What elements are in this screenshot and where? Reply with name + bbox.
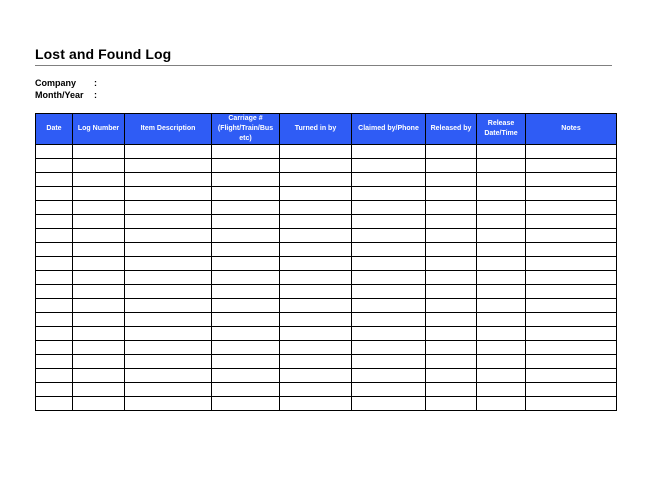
table-cell [477,257,526,271]
table-cell [36,313,73,327]
table-cell [352,327,426,341]
table-cell [426,229,477,243]
table-cell [212,383,280,397]
table-cell [280,341,352,355]
table-cell [477,397,526,411]
table-cell [36,201,73,215]
table-cell [212,397,280,411]
table-cell [36,327,73,341]
table-row [36,369,617,383]
table-cell [73,285,125,299]
table-cell [426,257,477,271]
table-cell [526,313,617,327]
table-cell [212,173,280,187]
table-cell [73,243,125,257]
table-cell [526,145,617,159]
lost-and-found-table [35,113,617,411]
table-cell [125,243,212,257]
table-cell [36,299,73,313]
table-cell [73,383,125,397]
company-label: Company [35,78,77,88]
table-cell [36,229,73,243]
table-cell [477,369,526,383]
table-cell [212,215,280,229]
table-cell [125,327,212,341]
table-row [36,383,617,397]
table-cell [352,369,426,383]
table-cell [73,369,125,383]
table-row [36,327,617,341]
table-row [36,229,617,243]
table-cell [36,145,73,159]
table-cell [73,201,125,215]
table-cell [125,369,212,383]
table-row [36,341,617,355]
table-cell [212,159,280,173]
table-cell [526,229,617,243]
table-cell [526,341,617,355]
table-cell [426,383,477,397]
table-cell [212,327,280,341]
table-cell [36,369,73,383]
table-cell [426,355,477,369]
table-cell [426,159,477,173]
table-cell [426,369,477,383]
table-cell [125,355,212,369]
table-cell [477,383,526,397]
table-cell [280,159,352,173]
column-header-released-by: Released by [426,114,477,145]
table-row [36,201,617,215]
table-cell [212,229,280,243]
table-cell [352,397,426,411]
table-cell [477,145,526,159]
table-cell [477,327,526,341]
table-cell [36,215,73,229]
table-cell [212,145,280,159]
table-cell [280,299,352,313]
table-cell [426,145,477,159]
table-cell [352,313,426,327]
table-cell [212,201,280,215]
table-cell [36,383,73,397]
table-cell [73,257,125,271]
table-row [36,159,617,173]
table-cell [352,145,426,159]
table-cell [526,243,617,257]
table-cell [477,355,526,369]
table-cell [125,271,212,285]
table-cell [73,355,125,369]
month-year-label: Month/Year [35,90,84,100]
table-cell [73,187,125,201]
table-cell [526,299,617,313]
table-cell [426,215,477,229]
table-row [36,215,617,229]
table-cell [477,159,526,173]
table-row [36,145,617,159]
table-cell [280,383,352,397]
table-cell [426,299,477,313]
table-cell [526,369,617,383]
table-cell [352,257,426,271]
column-header-turned-in-by: Turned in by [280,114,352,145]
table-cell [526,327,617,341]
table-cell [477,201,526,215]
table-cell [426,271,477,285]
table-row [36,243,617,257]
table-cell [212,243,280,257]
table-cell [280,271,352,285]
table-cell [477,299,526,313]
table-cell [73,327,125,341]
table-cell [352,173,426,187]
table-cell [426,397,477,411]
table-cell [526,257,617,271]
table-cell [280,201,352,215]
table-cell [477,187,526,201]
table-cell [477,243,526,257]
table-cell [426,243,477,257]
table-row [36,313,617,327]
table-cell [125,313,212,327]
title-underline [35,65,612,66]
table-cell [212,355,280,369]
table-cell [477,341,526,355]
table-body [36,145,617,411]
table-cell [477,173,526,187]
table-cell [352,355,426,369]
company-colon: : [94,78,97,88]
table-cell [477,285,526,299]
table-cell [36,257,73,271]
column-header-carriage: Carriage # (Flight/Train/Bus etc) [212,114,280,145]
table-cell [73,173,125,187]
table-cell [36,187,73,201]
table-cell [125,257,212,271]
table-cell [526,201,617,215]
table-cell [280,285,352,299]
table-cell [125,215,212,229]
column-header-log-number: Log Number [73,114,125,145]
table-cell [352,341,426,355]
table-cell [426,173,477,187]
table-cell [526,355,617,369]
column-header-notes: Notes [526,114,617,145]
table-cell [352,187,426,201]
table-cell [526,187,617,201]
table-cell [125,173,212,187]
table-cell [477,215,526,229]
table-cell [125,201,212,215]
table-cell [125,397,212,411]
table-cell [352,201,426,215]
page-title: Lost and Found Log [35,46,172,62]
table-cell [280,215,352,229]
table-cell [73,159,125,173]
table-row [36,173,617,187]
table-cell [280,369,352,383]
column-header-item-description: Item Description [125,114,212,145]
table-cell [426,341,477,355]
table-cell [526,159,617,173]
table-cell [73,313,125,327]
table-cell [280,243,352,257]
table-cell [212,285,280,299]
table-cell [73,229,125,243]
table-cell [280,327,352,341]
table-cell [280,229,352,243]
table-cell [352,299,426,313]
table-cell [212,313,280,327]
column-header-date: Date [36,114,73,145]
table-cell [280,355,352,369]
table-cell [352,243,426,257]
table-cell [73,271,125,285]
table-cell [212,257,280,271]
table-cell [73,341,125,355]
table-cell [280,187,352,201]
table-cell [477,271,526,285]
table-cell [426,201,477,215]
table-cell [36,355,73,369]
table-cell [36,173,73,187]
table-cell [280,257,352,271]
table-cell [477,229,526,243]
table-cell [426,327,477,341]
table-cell [125,145,212,159]
table-cell [73,145,125,159]
table-cell [426,313,477,327]
table-cell [73,215,125,229]
table-row [36,285,617,299]
table-cell [526,271,617,285]
table-cell [426,285,477,299]
table-cell [352,285,426,299]
table-cell [125,159,212,173]
table-cell [477,313,526,327]
table-cell [212,187,280,201]
table-row [36,257,617,271]
table-row [36,355,617,369]
table-cell [125,383,212,397]
table-row [36,187,617,201]
table-cell [36,285,73,299]
table-cell [36,243,73,257]
table-cell [73,299,125,313]
column-header-release-date-time: Release Date/Time [477,114,526,145]
table-cell [36,341,73,355]
table-cell [212,369,280,383]
table-cell [280,173,352,187]
table-cell [125,229,212,243]
table-cell [36,271,73,285]
table-header-row [36,114,617,145]
table-cell [352,215,426,229]
table-cell [352,383,426,397]
table-cell [280,145,352,159]
table-row [36,397,617,411]
column-header-claimed-by-phone: Claimed by/Phone [352,114,426,145]
table-cell [125,341,212,355]
month-year-colon: : [94,90,97,100]
table-cell [352,229,426,243]
table-cell [212,271,280,285]
table-row [36,299,617,313]
table-cell [125,285,212,299]
table-cell [125,299,212,313]
table-row [36,271,617,285]
table-cell [280,397,352,411]
table-cell [73,397,125,411]
table-cell [280,313,352,327]
table-cell [426,187,477,201]
table-cell [36,397,73,411]
table-cell [352,159,426,173]
table-cell [526,215,617,229]
table-cell [212,341,280,355]
table-cell [352,271,426,285]
table-cell [526,383,617,397]
table-cell [526,173,617,187]
table-cell [212,299,280,313]
table-cell [125,187,212,201]
table-cell [526,397,617,411]
table-cell [526,285,617,299]
table-cell [36,159,73,173]
